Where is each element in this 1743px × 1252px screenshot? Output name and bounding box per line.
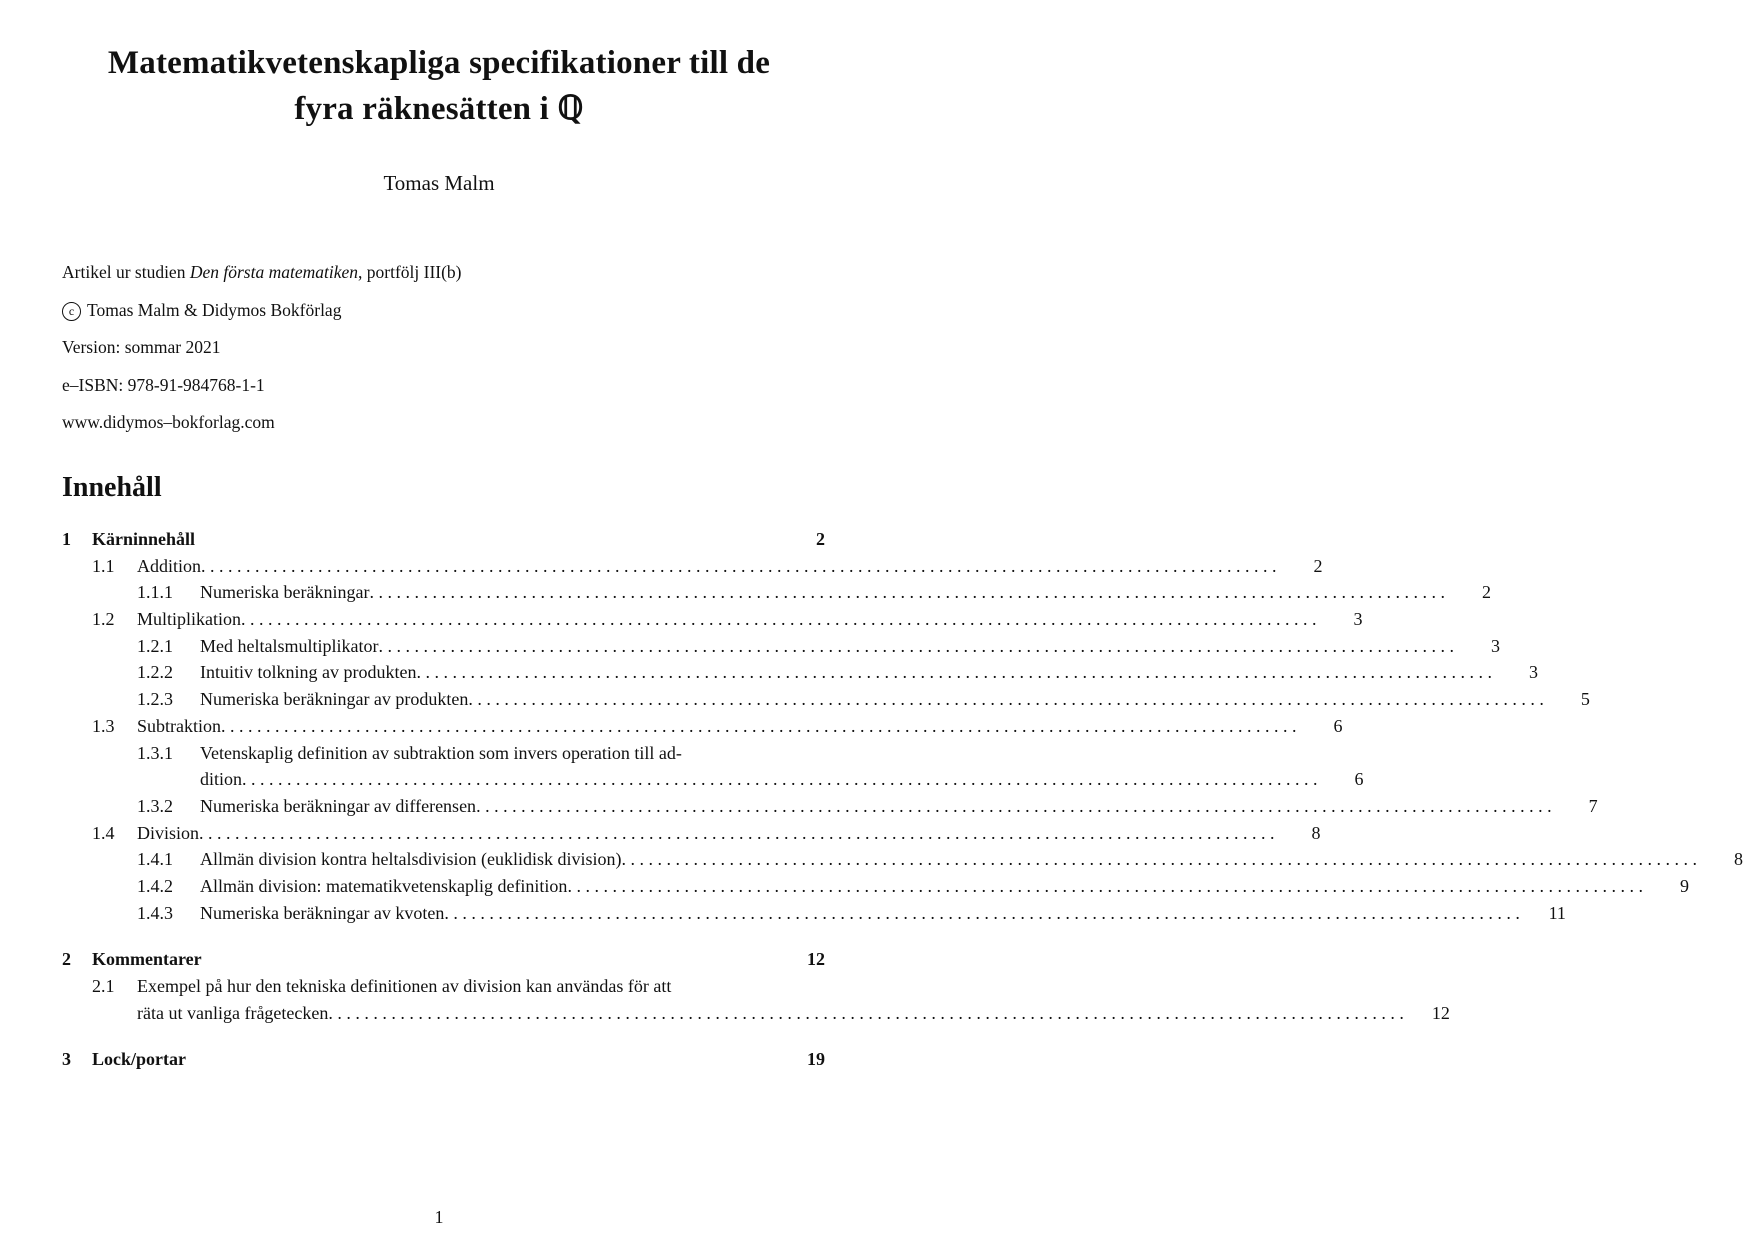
dot-leader: . . . . . . . . . . . . . . . . . . . . . . . . . . . . . . . . . . . . . . . . . . . . . . . . . . . . . . . . . . . . . . . . . . . . . . . . . . . . . . . . . . . . . . . . . . . . . . . . . . . . . . . . . . . . . . . . . . . . . . . . bbox=[242, 769, 1318, 790]
dot-leader: . . . . . . . . . . . . . . . . . . . . . . . . . . . . . . . . . . . . . . . . . . . . . . . . . . . . . . . . . . . . . . . . . . . . . . . . . . . . . . . . . . . . . . . . . . . . . . . . . . . . . . . . . . . . . . . . . . . . . . . . bbox=[468, 689, 1544, 710]
toc-entry-number: 3 bbox=[62, 1049, 71, 1070]
toc-heading: Innehåll bbox=[62, 472, 162, 503]
dot-leader bbox=[202, 946, 797, 973]
toc-entry-1-3-1[interactable] bbox=[62, 740, 825, 767]
toc-entry-page: 2 bbox=[1481, 582, 1491, 603]
website-link[interactable]: www.didymos–bokforlag.com bbox=[62, 412, 275, 433]
table-of-contents bbox=[62, 526, 1743, 1073]
toc-entry-1-3-1-cont[interactable] bbox=[62, 766, 1364, 793]
toc-entry-page: 12 bbox=[1431, 1002, 1450, 1023]
article-source bbox=[62, 259, 462, 297]
toc-entry-title: Subtraktion bbox=[137, 715, 221, 736]
toc-entry-page: 3 bbox=[1528, 662, 1538, 683]
toc-entry-1-3[interactable] bbox=[62, 713, 1343, 740]
isbn: e–ISBN: 978-91-984768-1-1 bbox=[62, 374, 265, 395]
copyright-text: Tomas Malm & Didymos Bokförlag bbox=[87, 299, 342, 320]
toc-entry-title: Allmän division kontra heltalsdivision (euklidisk division) bbox=[200, 849, 622, 870]
dot-leader: . . . . . . . . . . . . . . . . . . . . . . . . . . . . . . . . . . . . . . . . . . . . . . . . . . . . . . . . . . . . . . . . . . . . . . . . . . . . . . . . . . . . . . . . . . . . . . . . . . . . . . . . . . . . . . . . . . . . . . . . bbox=[378, 635, 1454, 656]
toc-entry-2[interactable] bbox=[62, 946, 825, 973]
toc-entry-title: Kommentarer bbox=[92, 949, 202, 970]
toc-entry-1-2-1[interactable] bbox=[62, 633, 1500, 660]
toc-entry-page: 9 bbox=[1679, 875, 1689, 896]
version: Version: sommar 2021 bbox=[62, 337, 221, 358]
article-prefix: Artikel ur studien bbox=[62, 262, 190, 282]
page-number: 1 bbox=[434, 1207, 444, 1227]
toc-entry-title: Exempel på hur den tekniska definitionen av division kan användas för att bbox=[137, 976, 672, 996]
toc-entry-number: 1.4 bbox=[92, 822, 115, 843]
publication-info bbox=[62, 259, 462, 447]
toc-entry-number: 1.3 bbox=[92, 715, 115, 736]
toc-entry-1-2[interactable] bbox=[62, 606, 1363, 633]
toc-entry-page: 8 bbox=[1733, 849, 1743, 870]
toc-entry-2-1-cont[interactable] bbox=[62, 1000, 1450, 1027]
toc-entry-number: 1.4.2 bbox=[137, 875, 173, 896]
toc-entry-1-1-1[interactable] bbox=[62, 579, 1491, 606]
toc-entry-page: 6 bbox=[1333, 715, 1343, 736]
toc-entry-1-4-2[interactable] bbox=[62, 873, 1689, 900]
dot-leader bbox=[186, 1046, 797, 1073]
toc-entry-page: 7 bbox=[1588, 795, 1598, 816]
dot-leader: . . . . . . . . . . . . . . . . . . . . . . . . . . . . . . . . . . . . . . . . . . . . . . . . . . . . . . . . . . . . . . . . . . . . . . . . . . . . . . . . . . . . . . . . . . . . . . . . . . . . . . . . . . . . . . . . . . . . . . . . bbox=[201, 555, 1277, 576]
toc-entry-page: 11 bbox=[1548, 902, 1566, 923]
toc-entry-number: 1.2 bbox=[92, 609, 115, 630]
author: Tomas Malm bbox=[383, 171, 495, 195]
toc-entry-2-1[interactable] bbox=[62, 973, 825, 1000]
toc-entry-title: Intuitiv tolkning av produkten bbox=[200, 662, 417, 683]
dot-leader: . . . . . . . . . . . . . . . . . . . . . . . . . . . . . . . . . . . . . . . . . . . . . . . . . . . . . . . . . . . . . . . . . . . . . . . . . . . . . . . . . . . . . . . . . . . . . . . . . . . . . . . . . . . . . . . . . . . . . . . . bbox=[621, 849, 1697, 870]
dot-leader: . . . . . . . . . . . . . . . . . . . . . . . . . . . . . . . . . . . . . . . . . . . . . . . . . . . . . . . . . . . . . . . . . . . . . . . . . . . . . . . . . . . . . . . . . . . . . . . . . . . . . . . . . . . . . . . . . . . . . . . . bbox=[221, 715, 1297, 736]
toc-entry-title: dition bbox=[200, 769, 243, 790]
document-title bbox=[0, 40, 878, 132]
toc-entry-title: räta ut vanliga frågetecken bbox=[137, 1002, 329, 1023]
dot-leader: . . . . . . . . . . . . . . . . . . . . . . . . . . . . . . . . . . . . . . . . . . . . . . . . . . . . . . . . . . . . . . . . . . . . . . . . . . . . . . . . . . . . . . . . . . . . . . . . . . . . . . . . . . . . . . . . . . . . . . . . bbox=[369, 582, 1445, 603]
dot-leader: . . . . . . . . . . . . . . . . . . . . . . . . . . . . . . . . . . . . . . . . . . . . . . . . . . . . . . . . . . . . . . . . . . . . . . . . . . . . . . . . . . . . . . . . . . . . . . . . . . . . . . . . . . . . . . . . . . . . . . . . bbox=[199, 822, 1275, 843]
dot-leader bbox=[195, 526, 797, 553]
toc-entry-title: Numeriska beräkningar av kvoten bbox=[200, 902, 445, 923]
toc-entry-page: 8 bbox=[1311, 822, 1321, 843]
toc-entry-title: Numeriska beräkningar av produkten bbox=[200, 689, 469, 710]
toc-entry-1-4-3[interactable] bbox=[62, 900, 1566, 927]
toc-entry-title: Kärninnehåll bbox=[92, 529, 196, 549]
toc-entry-number: 1.2.3 bbox=[137, 689, 173, 710]
toc-entry-number: 1.3.2 bbox=[137, 795, 173, 816]
study-title: Den första matematiken bbox=[189, 262, 358, 282]
toc-entry-number: 1 bbox=[62, 529, 71, 549]
copyright-line bbox=[62, 297, 462, 335]
toc-entry-title: Vetenskaplig definition av subtraktion som invers operation till ad- bbox=[200, 742, 682, 763]
toc-entry-page: 12 bbox=[807, 949, 825, 970]
toc-entry-number: 1.2.1 bbox=[137, 635, 173, 656]
title-line-1: Matematikvetenskapliga specifikationer till de bbox=[107, 45, 771, 81]
dot-leader: . . . . . . . . . . . . . . . . . . . . . . . . . . . . . . . . . . . . . . . . . . . . . . . . . . . . . . . . . . . . . . . . . . . . . . . . . . . . . . . . . . . . . . . . . . . . . . . . . . . . . . . . . . . . . . . . . . . . . . . . bbox=[476, 795, 1552, 816]
toc-entry-title: Med heltalsmultiplikator bbox=[200, 635, 379, 656]
toc-entry-1-4-1[interactable] bbox=[62, 846, 1743, 873]
toc-entry-number: 1.1 bbox=[92, 555, 115, 576]
toc-entry-1-2-3[interactable] bbox=[62, 686, 1590, 713]
toc-entry-number: 2 bbox=[62, 949, 71, 970]
toc-entry-page: 2 bbox=[816, 529, 825, 549]
toc-entry-title: Division bbox=[137, 822, 200, 843]
toc-entry-page: 3 bbox=[1353, 609, 1363, 630]
toc-entry-1-4[interactable] bbox=[62, 820, 1321, 847]
toc-entry-1-2-2[interactable] bbox=[62, 659, 1538, 686]
toc-entry-page: 6 bbox=[1354, 769, 1364, 790]
dot-leader: . . . . . . . . . . . . . . . . . . . . . . . . . . . . . . . . . . . . . . . . . . . . . . . . . . . . . . . . . . . . . . . . . . . . . . . . . . . . . . . . . . . . . . . . . . . . . . . . . . . . . . . . . . . . . . . . . . . . . . . . bbox=[241, 609, 1317, 630]
toc-entry-number: 1.3.1 bbox=[137, 742, 173, 763]
toc-entry-number: 1.4.1 bbox=[137, 849, 173, 870]
toc-entry-3[interactable] bbox=[62, 1046, 825, 1073]
toc-entry-title: Allmän division: matematikvetenskaplig definition bbox=[200, 875, 568, 896]
toc-entry-title: Multiplikation bbox=[137, 609, 242, 630]
toc-entry-page: 3 bbox=[1490, 635, 1500, 656]
article-suffix: , portfölj III(b) bbox=[358, 262, 462, 282]
toc-entry-number: 1.4.3 bbox=[137, 902, 173, 923]
toc-entry-title: Numeriska beräkningar bbox=[200, 582, 370, 603]
dot-leader: . . . . . . . . . . . . . . . . . . . . . . . . . . . . . . . . . . . . . . . . . . . . . . . . . . . . . . . . . . . . . . . . . . . . . . . . . . . . . . . . . . . . . . . . . . . . . . . . . . . . . . . . . . . . . . . . . . . . . . . . bbox=[444, 902, 1520, 923]
toc-entry-1-3-2[interactable] bbox=[62, 793, 1598, 820]
toc-entry-number: 1.2.2 bbox=[137, 662, 173, 683]
toc-entry-1[interactable] bbox=[62, 526, 825, 553]
copyright-icon: c bbox=[62, 302, 81, 321]
dot-leader: . . . . . . . . . . . . . . . . . . . . . . . . . . . . . . . . . . . . . . . . . . . . . . . . . . . . . . . . . . . . . . . . . . . . . . . . . . . . . . . . . . . . . . . . . . . . . . . . . . . . . . . . . . . . . . . . . . . . . . . . bbox=[567, 875, 1643, 896]
toc-entry-page: 2 bbox=[1313, 555, 1323, 576]
dot-leader: . . . . . . . . . . . . . . . . . . . . . . . . . . . . . . . . . . . . . . . . . . . . . . . . . . . . . . . . . . . . . . . . . . . . . . . . . . . . . . . . . . . . . . . . . . . . . . . . . . . . . . . . . . . . . . . . . . . . . . . . bbox=[416, 662, 1492, 683]
toc-entry-page: 5 bbox=[1580, 689, 1590, 710]
toc-entry-number: 2.1 bbox=[92, 976, 115, 996]
toc-entry-title: Numeriska beräkningar av differensen bbox=[200, 795, 477, 816]
toc-entry-title: Addition bbox=[137, 555, 202, 576]
toc-entry-number: 1.1.1 bbox=[137, 582, 173, 603]
dot-leader: . . . . . . . . . . . . . . . . . . . . . . . . . . . . . . . . . . . . . . . . . . . . . . . . . . . . . . . . . . . . . . . . . . . . . . . . . . . . . . . . . . . . . . . . . . . . . . . . . . . . . . . . . . . . . . . . . . . . . . . . bbox=[328, 1002, 1404, 1023]
toc-entry-page: 19 bbox=[807, 1049, 825, 1070]
toc-entry-1-1[interactable] bbox=[62, 553, 1323, 580]
title-line-2: fyra räknesätten i ℚ bbox=[294, 91, 584, 127]
toc-entry-title: Lock/portar bbox=[92, 1049, 186, 1070]
